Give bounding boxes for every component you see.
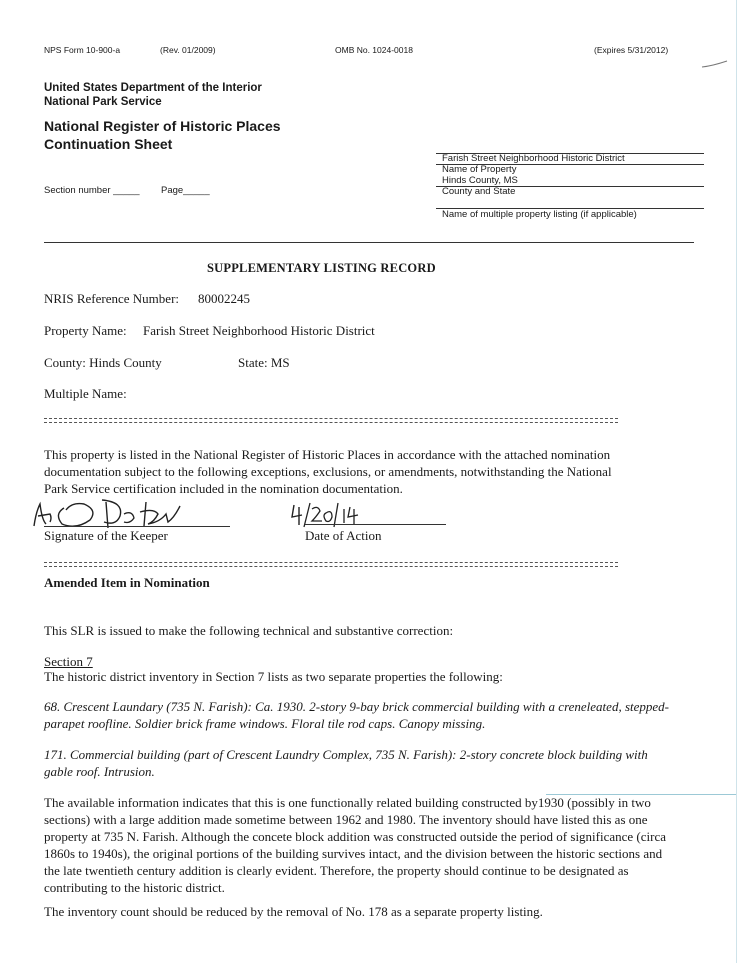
- nris-label: NRIS Reference Number:: [44, 291, 180, 306]
- agency-block: [44, 81, 262, 109]
- multiple-name-label: Multiple Name:: [44, 386, 127, 401]
- form-title-line1: National Register of Historic Places: [44, 118, 281, 134]
- agency-department: United States Department of the Interior: [44, 82, 262, 94]
- dashed-separator-2: [44, 562, 618, 567]
- county-field: County: Hinds County: [44, 355, 162, 370]
- property-name-label: Property Name:: [44, 323, 127, 338]
- inventory-item-171: [44, 746, 714, 780]
- page-number-field: Page_____: [161, 185, 210, 196]
- date-caption: Date of Action: [305, 528, 382, 543]
- property-name-value: Farish Street Neighborhood Historic District: [442, 153, 625, 164]
- amended-heading: Amended Item in Nomination: [44, 575, 210, 590]
- county-state-caption: County and State: [442, 186, 516, 197]
- inventory-item-line: 68. Crescent Laundary (735 N. Farish): Ca. 1930. 2-story 9-bay brick commercial building with a creneleated, stepped-: [44, 699, 669, 714]
- form-title: [44, 117, 281, 153]
- state-field: State: MS: [238, 355, 290, 370]
- property-name-field: Farish Street Neighborhood Historic District: [143, 323, 375, 338]
- listing-statement-line: Park Service certification included in the nomination documentation.: [44, 481, 403, 496]
- signature-caption: Signature of the Keeper: [44, 528, 168, 543]
- discussion-line: 1860s to 1940s), the original portions of the building survives intact, and the division between the historic sections and: [44, 846, 663, 861]
- dashed-separator-1: [44, 418, 618, 423]
- discussion-line: property at 735 N. Farish. Although the concete block addition was constructed outside the period of significance (circa: [44, 829, 667, 844]
- discussion-line: sections) with a large addition made sometime between 1962 and 1980. The inventory should have listed this as one: [44, 812, 648, 827]
- inventory-item-line: parapet roofline. Soldier brick frame windows. Floral tile rod caps. Canopy missing.: [44, 716, 486, 731]
- closing-statement: The inventory count should be reduced by the removal of No. 178 as a separate property listing.: [44, 904, 543, 919]
- omb-number: OMB No. 1024-0018: [335, 45, 413, 55]
- property-name-caption: Name of Property: [442, 164, 517, 175]
- section-number-field: Section number _____: [44, 185, 140, 196]
- section7-heading: Section 7: [44, 654, 93, 669]
- discussion-paragraph: [44, 794, 724, 896]
- slr-intro: This SLR is issued to make the following technical and substantive correction:: [44, 623, 454, 638]
- listing-statement-line: This property is listed in the National Register of Historic Places in accordance with the attached nomination: [44, 447, 611, 462]
- multiple-listing-caption: Name of multiple property listing (if applicable): [442, 209, 637, 220]
- pen-mark-icon: [700, 58, 730, 70]
- header-divider: [44, 242, 694, 243]
- inventory-item-line: 171. Commercial building (part of Crescent Laundry Complex, 735 N. Farish): 2-story concrete block building with: [44, 747, 648, 762]
- form-title-line2: Continuation Sheet: [44, 136, 173, 152]
- listing-statement-line: documentation subject to the following exceptions, exclusions, or amendments, notwithstanding the National: [44, 464, 612, 479]
- discussion-line: the late twentieth century addition is clearly evident. Therefore, the property should continue to be designated as: [44, 863, 629, 878]
- county-state-value: Hinds County, MS: [442, 175, 518, 186]
- discussion-line: The available information indicates that this is one functionally related building constructed by1930 (possibly in two: [44, 795, 651, 810]
- inventory-item-68: [44, 698, 714, 732]
- slr-title: SUPPLEMENTARY LISTING RECORD: [207, 261, 436, 275]
- date-line: [305, 524, 446, 525]
- form-revision: (Rev. 01/2009): [160, 45, 216, 55]
- listing-statement: [44, 446, 704, 497]
- inventory-item-line: gable roof. Intrusion.: [44, 764, 155, 779]
- expiration-date: (Expires 5/31/2012): [594, 45, 669, 55]
- nris-value: 80002245: [198, 291, 250, 306]
- form-number: NPS Form 10-900-a: [44, 45, 121, 55]
- scan-edge: [736, 0, 737, 963]
- section7-intro: The historic district inventory in Section 7 lists as two separate properties the following:: [44, 669, 503, 684]
- discussion-line: contributing to the historic district.: [44, 880, 225, 895]
- agency-service: National Park Service: [44, 96, 162, 108]
